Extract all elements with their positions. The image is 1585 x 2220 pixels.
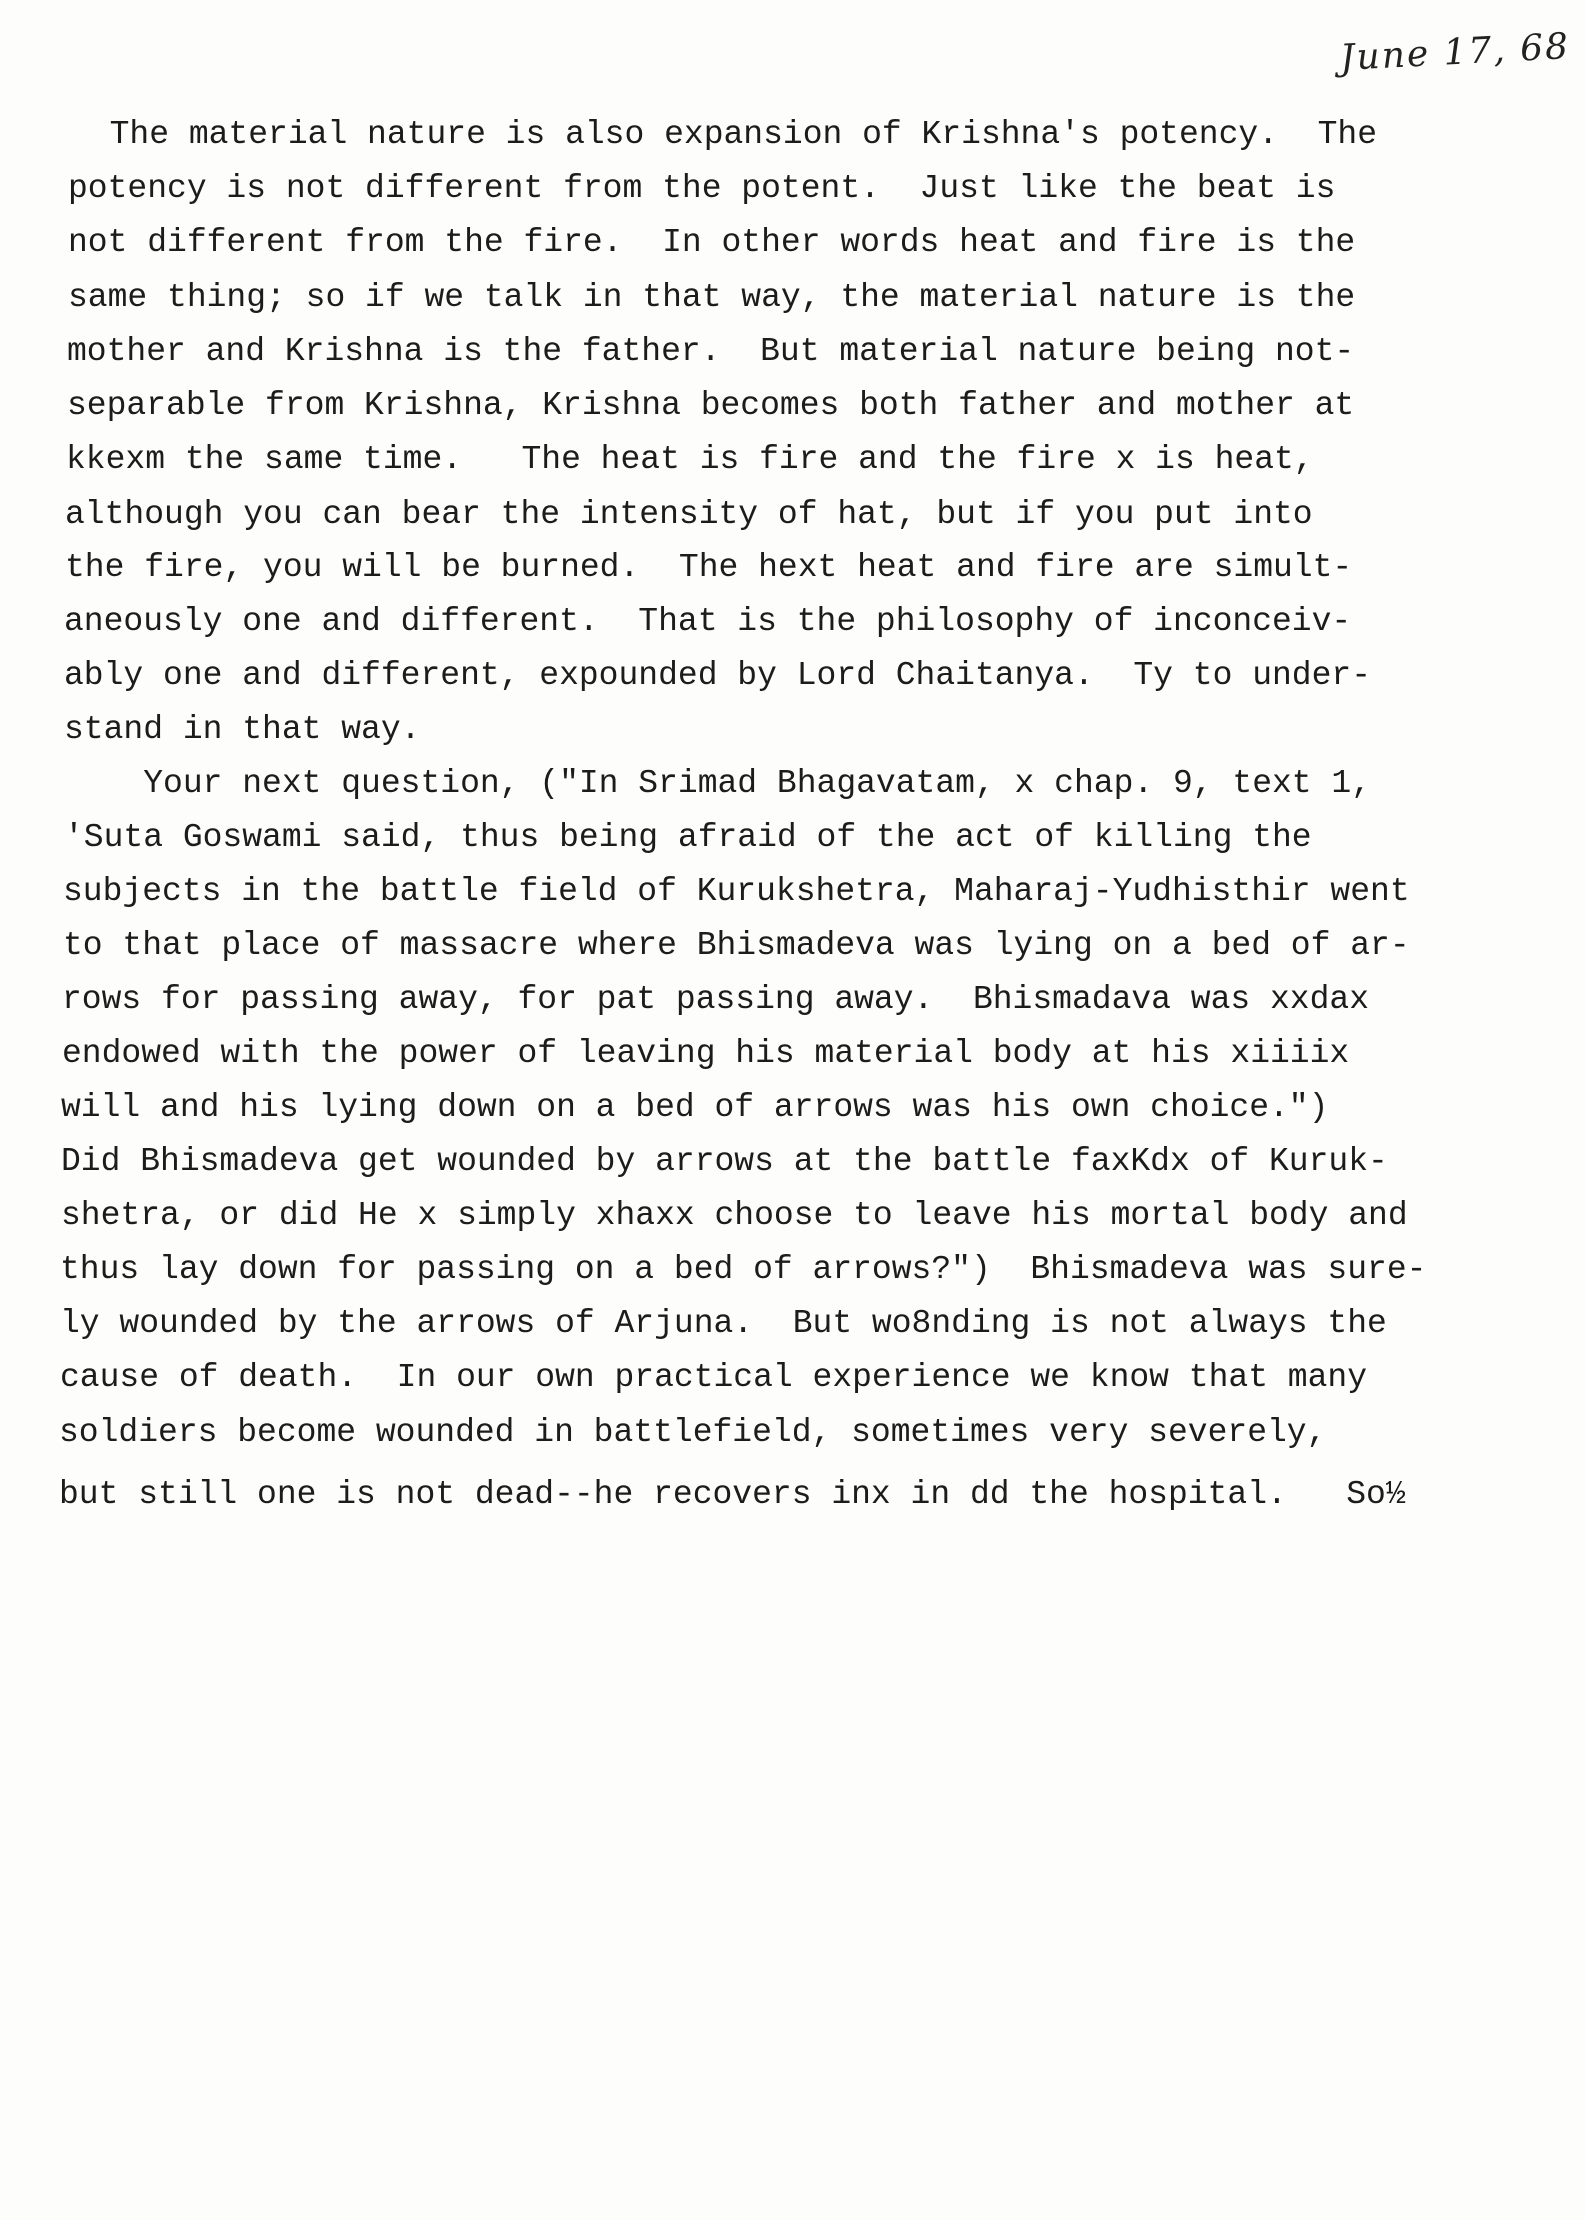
text-line: endowed with the power of leaving his material body at his xiiiix: [62, 1035, 1350, 1072]
text-line: mother and Krishna is the father. But material nature being not-: [67, 333, 1355, 370]
text-line: not different from the fire. In other words heat and fire is the: [68, 224, 1356, 261]
text-line: aneously one and different. That is the philosophy of inconceiv-: [64, 603, 1352, 640]
text-line: ably one and different, expounded by Lord Chaitanya. Ty to under-: [64, 657, 1372, 694]
text-line: although you can bear the intensity of hat, but if you put into: [65, 496, 1313, 533]
text-line: subjects in the battle field of Kurukshetra, Maharaj-Yudhisthir went: [63, 873, 1410, 910]
handwritten-date: June 17, 68: [1339, 26, 1571, 79]
text-line: will and his lying down on a bed of arrows was his own choice."): [61, 1089, 1329, 1126]
text-line: cause of death. In our own practical experience we know that many: [60, 1359, 1368, 1396]
text-line: Did Bhismadeva get wounded by arrows at the battle faxKdx of Kuruk-: [61, 1143, 1388, 1180]
text-line: Your next question, ("In Srimad Bhagavatam, x chap. 9, text 1,: [64, 765, 1372, 802]
text-line: same thing; so if we talk in that way, the material nature is the: [68, 279, 1356, 316]
text-line: thus lay down for passing on a bed of arrows?") Bhismadeva was sure-: [60, 1251, 1427, 1288]
text-line: to that place of massacre where Bhismadeva was lying on a bed of ar-: [63, 927, 1410, 964]
text-line: ly wounded by the arrows of Arjuna. But wo8nding is not always the: [60, 1305, 1387, 1342]
text-line: The material nature is also expansion of Krishna's potency. The: [70, 116, 1378, 153]
text-line: 'Suta Goswami said, thus being afraid of the act of killing the: [64, 819, 1312, 856]
text-line: rows for passing away, for pat passing away. Bhismadava was xxdax: [62, 981, 1370, 1018]
text-line: shetra, or did He x simply xhaxx choose to leave his mortal body and: [61, 1197, 1408, 1234]
text-line: separable from Krishna, Krishna becomes both father and mother at: [67, 387, 1355, 424]
text-line: potency is not different from the potent. Just like the beat is: [68, 170, 1336, 207]
text-line: stand in that way.: [64, 711, 421, 748]
text-line: kkexm the same time. The heat is fire and the fire x is heat,: [66, 441, 1314, 478]
text-line: soldiers become wounded in battlefield, sometimes very severely,: [59, 1414, 1327, 1451]
text-line: but still one is not dead--he recovers inx in dd the hospital. So½: [59, 1476, 1406, 1513]
text-line: the fire, you will be burned. The hext heat and fire are simult-: [65, 549, 1353, 586]
